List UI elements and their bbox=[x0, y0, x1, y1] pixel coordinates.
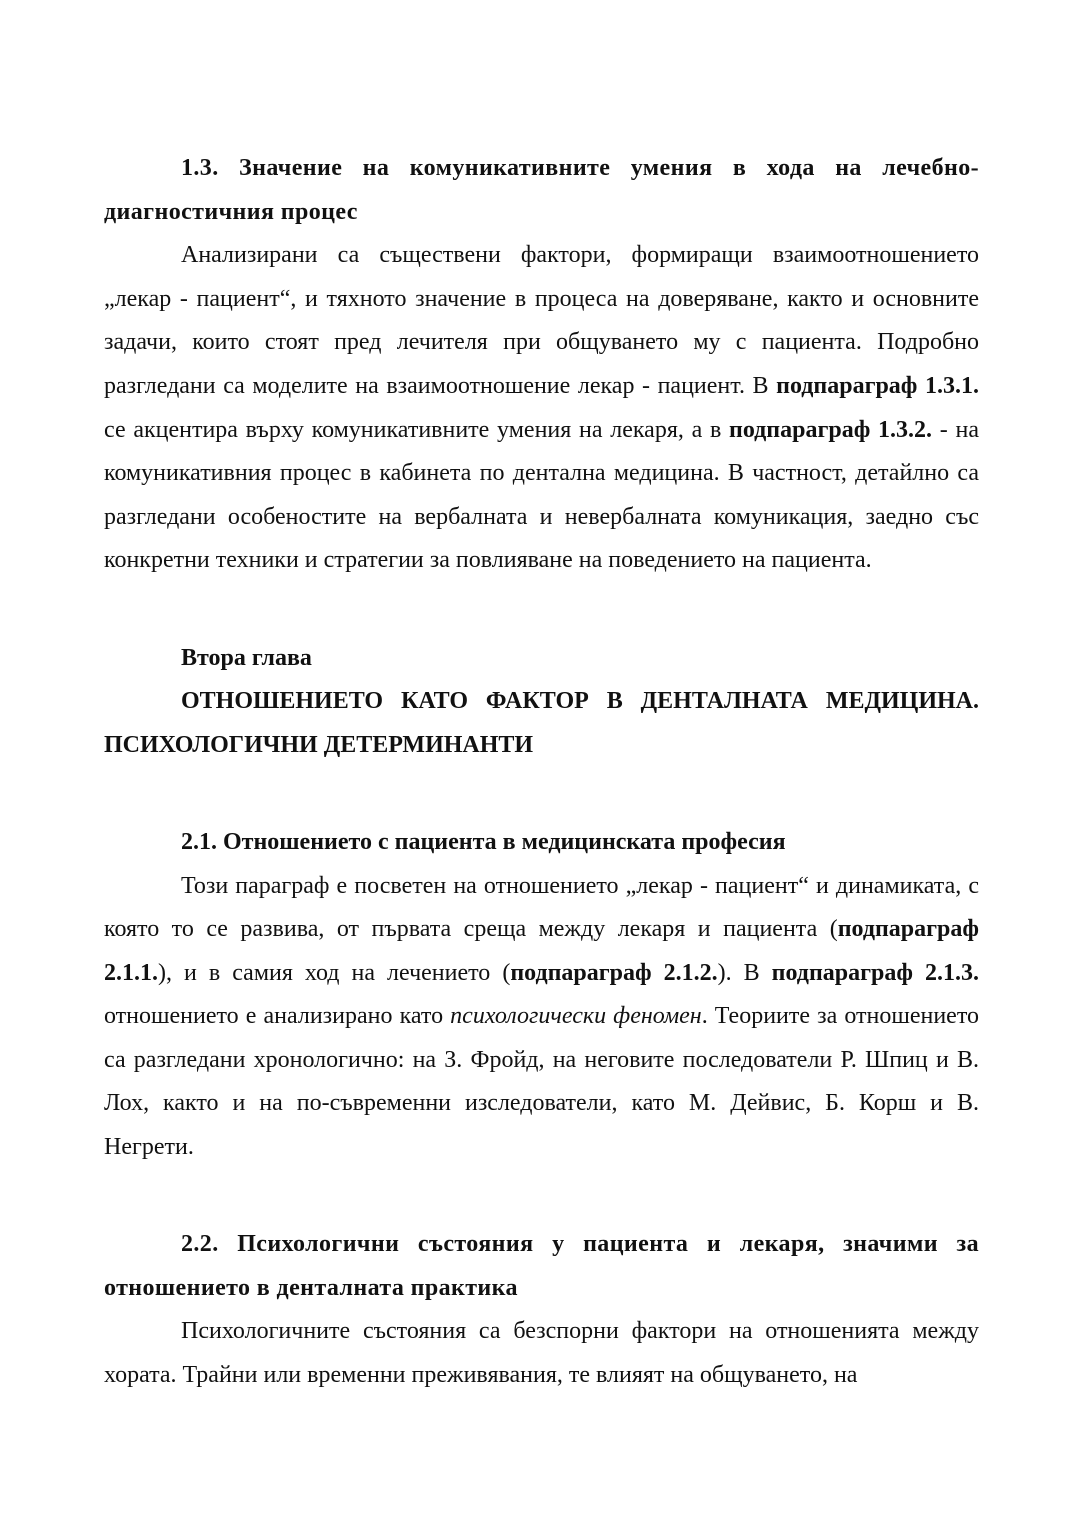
subparagraph-ref: подпараграф 2.1.1. bbox=[104, 916, 979, 986]
chapter-title: ОТНОШЕНИЕТО КАТО ФАКТОР В ДЕНТАЛНАТА МЕДИЦИНА. ПСИХОЛОГИЧНИ ДЕТЕРМИНАНТИ bbox=[104, 688, 979, 758]
subparagraph-ref: подпараграф 2.1.3. bbox=[771, 959, 979, 986]
subparagraph-ref: подпараграф 1.3.1. bbox=[776, 372, 979, 399]
section-2-2-heading: 2.2. Психологични състояния у пациента и лекаря, значими за отношението в денталната практика bbox=[104, 1231, 979, 1301]
subparagraph-ref: подпараграф 2.1.2. bbox=[510, 959, 718, 986]
document-page bbox=[104, 147, 979, 1398]
section-1-3-heading: 1.3. Значение на комуникативните умения в хода на лечебно-диагностичния процес bbox=[104, 155, 979, 225]
section-2-1-paragraph: Този параграф е посветен на отношението „лекар - пациент“ и динамиката, с която то се развива, от първата среща между лекаря и пациента (подпараграф 2.1.1.), и в самия ход на лечението (подпараграф 2.1.2.). В подпараграф 2.1.3. отношението е анализирано като психологически феномен. Теориите за отношението са разгледани хронологично: на З. Фройд, на неговите последователи Р. Шпиц и В. Лох, както и на по-съвременни изследователи, като М. Дейвис, Б. Корш и В. Негрети. bbox=[104, 872, 980, 1161]
section-2-2-paragraph: Психологичните състояния са безспорни фактори на отношенията между хората. Трайни или временни преживявания, те влияят на общуването, на bbox=[104, 1318, 979, 1389]
section-2-1-heading: 2.1. Отношението с пациента в медицинската професия bbox=[181, 828, 786, 855]
chapter-label: Втора глава bbox=[181, 644, 312, 671]
section-1-3-paragraph: Анализирани са съществени фактори, формиращи взаимоотношението „лекар - пациент“, и тяхното значение в процеса на доверяване, както и основните задачи, които стоят пред лечителя при общуването му с пациента. Подробно разгледани са моделите на взаимоотношение лекар - пациент. В подпараграф 1.3.1. се акцентира върху комуникативните умения на лекаря, а в подпараграф 1.3.2. - на комуникативния процес в кабинета по дентална медицина. В частност, детайлно са разгледани особеностите на вербалната и невербалната комуникация, заедно със конкретни техники и стратегии за повлияване на поведението на пациента. bbox=[104, 242, 979, 574]
subparagraph-ref: подпараграф 1.3.2. bbox=[729, 416, 933, 443]
emphasis-term: психологически феномен bbox=[450, 1003, 702, 1030]
